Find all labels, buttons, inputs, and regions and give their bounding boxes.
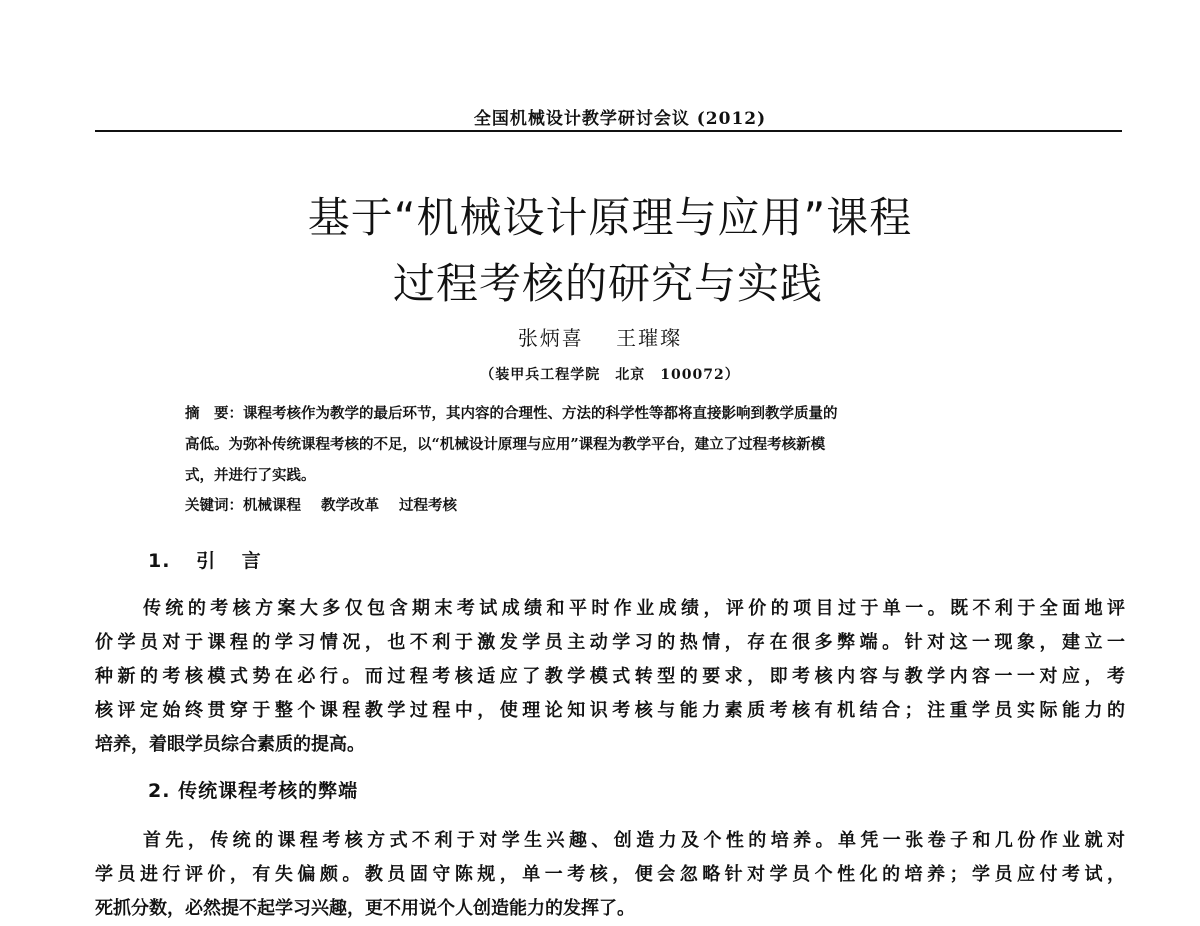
paragraph-line: 首先，传统的课程考核方式不利于对学生兴趣、创造力及个性的培养。单凭一张卷子和几份作业就对: [143, 830, 1125, 851]
abstract-line-3: 式，并进行了实践。: [185, 467, 316, 484]
section-1-heading-b: 言: [241, 550, 262, 572]
abstract-label: 摘 要：: [185, 405, 243, 422]
author-2: 王璀璨: [616, 326, 683, 350]
section-1-heading: [148, 546, 262, 573]
paragraph-line: 培养，着眼学员综合素质的提高。: [95, 734, 365, 755]
abstract: [185, 398, 1045, 491]
keywords: [185, 494, 477, 515]
title-line-1: 基于“机械设计原理与应用”课程: [307, 193, 913, 242]
conference-header: 全国机械设计教学研讨会议 (2012): [473, 109, 767, 129]
section-1-paragraph: [95, 592, 1125, 762]
keyword-item: 机械课程: [243, 497, 301, 514]
paragraph-line: 核评定始终贯穿于整个课程教学过程中，使理论知识考核与能力素质考核有机结合；注重学员实际能力的: [95, 700, 1125, 721]
author-1: 张炳喜: [517, 326, 584, 350]
section-2-number: 2.: [148, 780, 171, 802]
keyword-item: 教学改革: [321, 497, 379, 514]
keywords-label: 关键词：: [185, 497, 243, 514]
section-1-number: 1.: [148, 550, 171, 572]
title-line-2: 过程考核的研究与实践: [392, 259, 823, 308]
paragraph-line: 学员进行评价，有失偏颇。教员固守陈规，单一考核，便会忽略针对学员个性化的培养；学员应付考试，: [95, 864, 1125, 885]
section-1-heading-a: 引: [196, 550, 217, 572]
abstract-text: 课程考核作为教学的最后环节，其内容的合理性、方法的科学性等都将直接影响到教学质量的: [243, 405, 838, 422]
keyword-item: 过程考核: [399, 497, 457, 514]
paragraph-line: 死抓分数，必然提不起学习兴趣，更不用说个人创造能力的发挥了。: [95, 898, 635, 919]
section-2-paragraph: [95, 824, 1125, 926]
paragraph-line: 价学员对于课程的学习情况，也不利于激发学员主动学习的热情，存在很多弊端。针对这一现象，建立一: [95, 632, 1125, 653]
abstract-line-2: 高低。为弥补传统课程考核的不足，以“机械设计原理与应用”课程为教学平台，建立了过程考核新模: [185, 436, 826, 453]
section-2-heading: [148, 776, 358, 803]
affiliation: （装甲兵工程学院 北京 100072）: [480, 367, 740, 383]
paragraph-line: 传统的考核方案大多仅包含期末考试成绩和平时作业成绩，评价的项目过于单一。既不利于全面地评: [143, 598, 1125, 619]
abstract-line-1: [185, 398, 1045, 429]
header-rule: [95, 130, 1122, 132]
authors: [0, 322, 1200, 351]
paragraph-line: 种新的考核模式势在必行。而过程考核适应了教学模式转型的要求，即考核内容与教学内容一一对应，考: [95, 666, 1125, 687]
section-2-title: 传统课程考核的弊端: [178, 780, 359, 802]
